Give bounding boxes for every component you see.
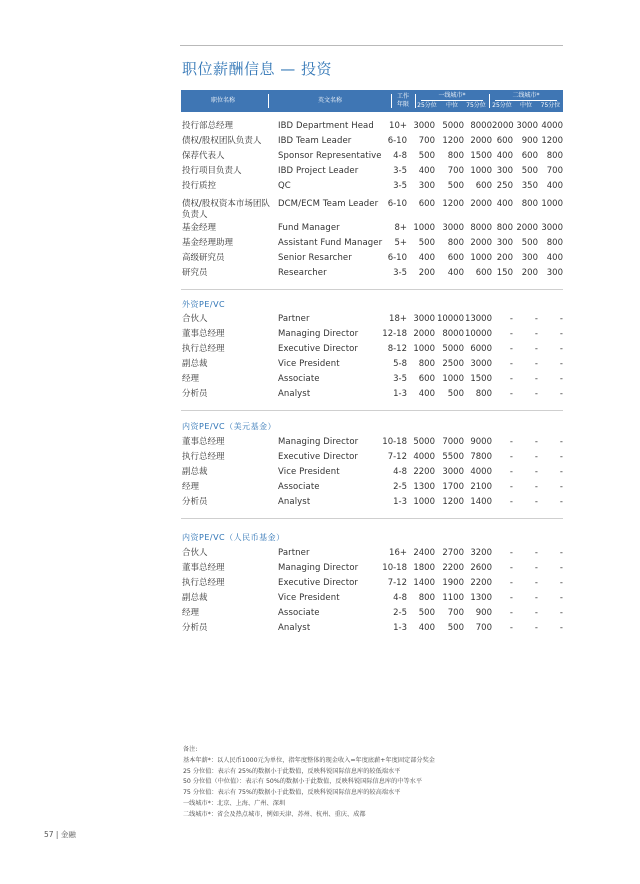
salary-value: 400 (418, 623, 435, 633)
salary-value: 13000 (464, 314, 492, 324)
years-experience: 7-12 (387, 578, 407, 588)
salary-value: - (509, 329, 513, 339)
years-experience: 5-8 (393, 359, 407, 369)
position-cn: 副总裁 (182, 359, 208, 369)
salary-value: - (509, 314, 513, 324)
salary-value: 5000 (442, 121, 464, 131)
section-divider (181, 410, 563, 411)
salary-value: 200 (521, 268, 538, 278)
header-tier2-p25: 25分位 (492, 102, 512, 109)
salary-value: 3000 (442, 467, 464, 477)
header-tier1-underline (421, 100, 483, 101)
header-tier2-p50: 中位 (519, 102, 532, 109)
position-en: Assistant Fund Manager (278, 238, 383, 248)
salary-value: 600 (447, 253, 464, 263)
salary-value: - (534, 344, 538, 354)
note-line: 基本年薪*：以人民币1000元为单位，指年度整体的现金收入=年度底薪+年度固定部分奖金 (183, 756, 435, 764)
position-cn: 副总裁 (182, 467, 208, 477)
header-position-cn: 职位名称 (210, 97, 235, 104)
position-cn: 分析员 (182, 389, 208, 399)
salary-value: 1400 (413, 578, 435, 588)
salary-value: 2000 (470, 199, 492, 209)
header-tier1: 一线城市* (438, 92, 466, 99)
position-cn: 基金经理助理 (182, 238, 234, 248)
salary-value: 900 (521, 136, 538, 146)
header-tier1-p75: 75分位 (466, 102, 486, 109)
position-en: IBD Project Leader (278, 166, 359, 176)
years-experience: 6-10 (387, 136, 407, 146)
section-title: 外资PE/VC (182, 300, 226, 309)
note-line: 50 分位值（中位值）：表示有 50%的数据小于此数值，反映科锐国际信息库的中等水平 (183, 778, 423, 786)
position-en: Analyst (278, 623, 311, 633)
salary-value: 800 (521, 199, 538, 209)
salary-value: 7000 (442, 437, 464, 447)
salary-value: 9000 (470, 437, 492, 447)
position-en: Researcher (278, 268, 327, 278)
salary-value: 2000 (492, 121, 514, 131)
years-experience: 1-3 (393, 623, 407, 633)
years-experience: 2-5 (393, 608, 407, 618)
salary-value: 1700 (442, 482, 464, 492)
salary-value: 400 (418, 389, 435, 399)
position-cn: 经理 (182, 374, 200, 384)
page-title: 职位薪酬信息 — 投资 (182, 60, 333, 78)
page-footer: 57 | 金融 (44, 830, 76, 839)
salary-value: 700 (546, 166, 563, 176)
position-cn: 基金经理 (182, 223, 217, 233)
position-cn: 执行总经理 (182, 452, 225, 462)
salary-value: - (559, 608, 563, 618)
position-cn: 经理 (182, 608, 200, 618)
salary-value: - (509, 563, 513, 573)
salary-value: 400 (418, 253, 435, 263)
salary-value: 800 (418, 359, 435, 369)
position-cn: 分析员 (182, 497, 208, 507)
position-en: Managing Director (278, 329, 359, 339)
salary-value: 1200 (442, 199, 464, 209)
years-experience: 6-10 (387, 253, 407, 263)
salary-value: 1300 (470, 593, 492, 603)
salary-value: 200 (496, 253, 513, 263)
salary-value: 2200 (470, 578, 492, 588)
salary-value: - (509, 623, 513, 633)
salary-value: 1400 (470, 497, 492, 507)
salary-value: - (559, 548, 563, 558)
salary-value: - (534, 437, 538, 447)
position-cn: 董事总经理 (182, 329, 225, 339)
position-en: Managing Director (278, 437, 359, 447)
salary-value: 600 (418, 199, 435, 209)
note-line: 一线城市*：北京、上海、广州、深圳 (183, 799, 286, 807)
position-cn: 投行部总经理 (182, 121, 234, 131)
salary-value: 2400 (413, 548, 435, 558)
salary-value: 600 (418, 374, 435, 384)
salary-value: 700 (475, 623, 492, 633)
salary-value: 800 (447, 238, 464, 248)
position-cn: 董事总经理 (182, 437, 225, 447)
salary-value: - (559, 497, 563, 507)
salary-value: 300 (496, 166, 513, 176)
salary-value: - (509, 548, 513, 558)
section-divider (181, 518, 563, 519)
salary-value: - (559, 593, 563, 603)
salary-value: 1900 (442, 578, 464, 588)
salary-value: 500 (418, 238, 435, 248)
position-en: Managing Director (278, 563, 359, 573)
salary-value: - (559, 437, 563, 447)
salary-value: 6000 (470, 344, 492, 354)
salary-value: - (509, 593, 513, 603)
header-tier2-underline (495, 100, 557, 101)
position-en: Fund Manager (278, 223, 340, 233)
salary-value: 10000 (464, 329, 492, 339)
salary-value: - (509, 608, 513, 618)
salary-value: 700 (447, 166, 464, 176)
notes-heading: 备注: (183, 746, 198, 753)
header-years-line2: 年限 (396, 101, 409, 108)
position-en: Vice President (278, 467, 340, 477)
salary-value: 3000 (413, 314, 435, 324)
position-en: Executive Director (278, 344, 359, 354)
salary-value: 1000 (442, 374, 464, 384)
salary-value: 1500 (470, 151, 492, 161)
position-cn: 合伙人 (182, 548, 208, 558)
salary-value: 2000 (470, 238, 492, 248)
years-experience: 12-18 (382, 329, 407, 339)
salary-value: 4000 (470, 467, 492, 477)
header-position-en: 英文名称 (317, 97, 342, 104)
years-experience: 1-3 (393, 497, 407, 507)
position-cn: 执行总经理 (182, 344, 225, 354)
salary-value: 300 (496, 238, 513, 248)
salary-value: - (534, 497, 538, 507)
salary-value: - (534, 452, 538, 462)
years-experience: 8+ (394, 223, 407, 233)
salary-value: 250 (496, 181, 513, 191)
salary-value: 700 (447, 608, 464, 618)
salary-value: 400 (447, 268, 464, 278)
salary-value: - (559, 374, 563, 384)
years-experience: 4-8 (393, 593, 407, 603)
header-tier2-p75: 75分位 (540, 102, 561, 109)
section-title: 内资PE/VC（美元基金） (182, 422, 277, 431)
position-en: IBD Department Head (278, 121, 374, 131)
salary-value: 5000 (413, 437, 435, 447)
salary-value: - (509, 497, 513, 507)
salary-value: 300 (521, 253, 538, 263)
salary-value: - (559, 578, 563, 588)
salary-value: 500 (418, 608, 435, 618)
notes (183, 745, 573, 821)
position-en: Associate (278, 374, 320, 384)
salary-value: 1000 (413, 223, 435, 233)
salary-value: 2200 (413, 467, 435, 477)
salary-value: 2500 (442, 359, 464, 369)
salary-value: - (534, 608, 538, 618)
salary-value: 350 (521, 181, 538, 191)
salary-value: 500 (447, 389, 464, 399)
salary-value: - (559, 389, 563, 399)
years-experience: 10-18 (382, 437, 407, 447)
salary-value: 2000 (470, 136, 492, 146)
salary-value: 500 (447, 181, 464, 191)
years-experience: 7-12 (387, 452, 407, 462)
salary-value: - (534, 482, 538, 492)
salary-value: 3000 (413, 121, 435, 131)
salary-value: 8000 (442, 329, 464, 339)
salary-value: 600 (475, 181, 492, 191)
position-cn: 执行总经理 (182, 578, 225, 588)
salary-value: - (534, 359, 538, 369)
position-cn: 债权/股权资本市场团队负责人 (182, 199, 270, 220)
position-cn: 董事总经理 (182, 563, 225, 573)
salary-value: 3000 (470, 359, 492, 369)
salary-value: 1200 (442, 497, 464, 507)
years-experience: 8-12 (387, 344, 407, 354)
salary-value: - (559, 452, 563, 462)
salary-value: 8000 (470, 121, 492, 131)
salary-value: - (509, 344, 513, 354)
salary-value: - (509, 437, 513, 447)
salary-value: - (559, 467, 563, 477)
header-years-line1: 工作 (396, 93, 409, 100)
salary-value: 600 (521, 151, 538, 161)
salary-value: - (559, 563, 563, 573)
salary-value: 1000 (413, 344, 435, 354)
salary-value: 1000 (541, 199, 563, 209)
position-en: Associate (278, 608, 320, 618)
years-experience: 3-5 (393, 374, 407, 384)
salary-value: 200 (418, 268, 435, 278)
section-title: 内资PE/VC（人民币基金） (182, 533, 285, 542)
salary-value: - (534, 593, 538, 603)
position-en: QC (278, 181, 291, 191)
salary-value: - (559, 623, 563, 633)
salary-value: 500 (521, 238, 538, 248)
salary-value: 800 (418, 593, 435, 603)
years-experience: 16+ (389, 548, 407, 558)
top-rule (180, 45, 563, 46)
salary-value: 2000 (413, 329, 435, 339)
salary-value: - (534, 374, 538, 384)
position-cn: 经理 (182, 482, 200, 492)
salary-value: 3000 (442, 223, 464, 233)
years-experience: 1-3 (393, 389, 407, 399)
header-tier2: 二线城市* (512, 92, 540, 99)
salary-value: 500 (418, 151, 435, 161)
salary-value: 1800 (413, 563, 435, 573)
salary-value: - (534, 578, 538, 588)
salary-value: 400 (546, 181, 563, 191)
position-en: Partner (278, 548, 310, 558)
salary-value: 2200 (442, 563, 464, 573)
years-experience: 3-5 (393, 181, 407, 191)
section-divider (181, 289, 563, 290)
salary-value: - (509, 452, 513, 462)
salary-value: 900 (475, 608, 492, 618)
salary-value: 3000 (516, 121, 538, 131)
years-experience: 5+ (394, 238, 407, 248)
position-cn: 投行质控 (182, 181, 217, 191)
position-en: Executive Director (278, 578, 359, 588)
salary-value: - (534, 467, 538, 477)
note-line: 75 分位值：表示有 75%的数据小于此数值，反映科锐国际信息库的较高端水平 (183, 789, 401, 797)
position-en: Executive Director (278, 452, 359, 462)
salary-value: 1300 (413, 482, 435, 492)
years-experience: 4-8 (393, 467, 407, 477)
salary-value: 3200 (470, 548, 492, 558)
years-experience: 10-18 (382, 563, 407, 573)
salary-value: 700 (418, 136, 435, 146)
position-en: Analyst (278, 497, 311, 507)
salary-value: 2100 (470, 482, 492, 492)
position-en: Associate (278, 482, 320, 492)
salary-value: - (559, 329, 563, 339)
position-en: Analyst (278, 389, 311, 399)
salary-value: 5500 (442, 452, 464, 462)
salary-value: 500 (447, 623, 464, 633)
salary-value: 1200 (541, 136, 563, 146)
position-cn: 研究员 (182, 268, 208, 278)
years-experience: 4-8 (393, 151, 407, 161)
salary-value: - (534, 623, 538, 633)
salary-value: 4000 (541, 121, 563, 131)
salary-value: - (509, 359, 513, 369)
position-cn: 保荐代表人 (182, 151, 225, 161)
salary-value: - (559, 482, 563, 492)
header-tier1-p50: 中位 (445, 102, 458, 109)
position-cn: 投行项目负责人 (182, 166, 242, 176)
salary-value: - (509, 389, 513, 399)
note-line: 25 分位值：表示有 25%的数据小于此数值，反映科锐国际信息库的较低端水平 (183, 767, 401, 775)
position-en: Sponsor Representative (278, 151, 382, 161)
salary-value: 7800 (470, 452, 492, 462)
position-cn: 高级研究员 (182, 253, 225, 263)
position-en: DCM/ECM Team Leader (278, 199, 379, 209)
salary-value: - (559, 344, 563, 354)
salary-value: 2000 (516, 223, 538, 233)
salary-value: 500 (521, 166, 538, 176)
position-en: Senior Resarcher (278, 253, 352, 263)
note-line: 二线城市*：省会及热点城市，例如天津、苏州、杭州、重庆、成都 (183, 810, 366, 818)
header-tier1-p25: 25分位 (417, 102, 437, 109)
salary-value: 2600 (470, 563, 492, 573)
salary-value: 300 (418, 181, 435, 191)
position-en: Vice President (278, 359, 340, 369)
salary-value: - (559, 359, 563, 369)
salary-value: 800 (496, 223, 513, 233)
years-experience: 3-5 (393, 166, 407, 176)
salary-value: 3000 (541, 223, 563, 233)
salary-value: 800 (546, 151, 563, 161)
salary-value: 150 (496, 268, 513, 278)
position-cn: 债权/股权团队负责人 (182, 136, 262, 146)
salary-value: 400 (496, 151, 513, 161)
salary-value: - (534, 563, 538, 573)
salary-value: 800 (546, 238, 563, 248)
salary-value: - (534, 548, 538, 558)
position-cn: 副总裁 (182, 593, 208, 603)
salary-value: 800 (447, 151, 464, 161)
salary-value: - (509, 482, 513, 492)
salary-value: 400 (418, 166, 435, 176)
salary-value: 10000 (436, 314, 464, 324)
salary-value: 300 (546, 268, 563, 278)
position-cn: 合伙人 (182, 314, 208, 324)
salary-value: 1000 (470, 166, 492, 176)
salary-value: 600 (496, 136, 513, 146)
position-en: IBD Team Leader (278, 136, 352, 146)
years-experience: 18+ (389, 314, 407, 324)
salary-value: 8000 (470, 223, 492, 233)
salary-value: 2700 (442, 548, 464, 558)
position-cn: 分析员 (182, 623, 208, 633)
salary-value: 1000 (413, 497, 435, 507)
salary-value: 5000 (442, 344, 464, 354)
salary-value: 1100 (442, 593, 464, 603)
salary-value: 600 (475, 268, 492, 278)
salary-value: 400 (496, 199, 513, 209)
salary-value: - (509, 467, 513, 477)
salary-value: 4000 (413, 452, 435, 462)
salary-value: 1000 (470, 253, 492, 263)
salary-value: - (534, 329, 538, 339)
salary-value: 400 (546, 253, 563, 263)
salary-value: - (534, 314, 538, 324)
salary-value: 800 (475, 389, 492, 399)
salary-value: 1200 (442, 136, 464, 146)
position-en: Vice President (278, 593, 340, 603)
salary-value: 1500 (470, 374, 492, 384)
years-experience: 10+ (389, 121, 407, 131)
table-header (181, 90, 563, 112)
salary-value: - (534, 389, 538, 399)
position-en: Partner (278, 314, 310, 324)
salary-value: - (509, 374, 513, 384)
years-experience: 6-10 (387, 199, 407, 209)
years-experience: 3-5 (393, 268, 407, 278)
salary-value: - (559, 314, 563, 324)
salary-value: - (509, 578, 513, 588)
years-experience: 2-5 (393, 482, 407, 492)
